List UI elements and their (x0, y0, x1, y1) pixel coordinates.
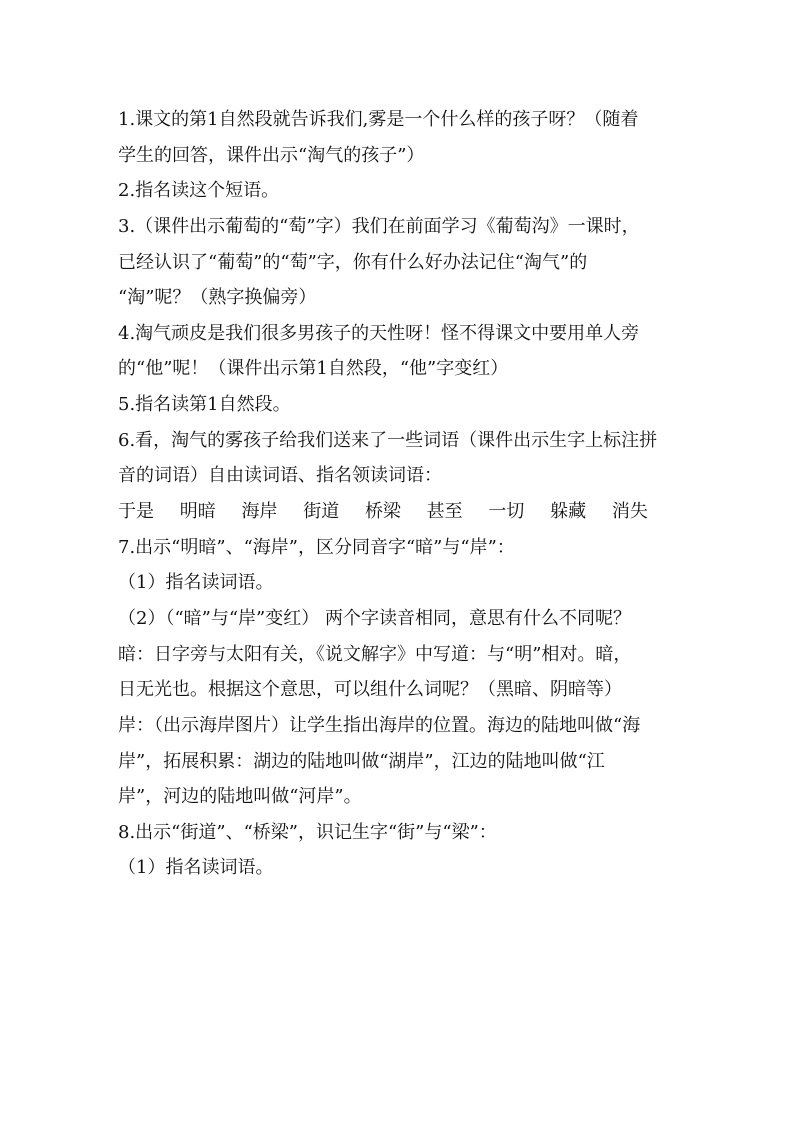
word-item: 一切 (488, 501, 525, 523)
paragraph-line: 学生的回答，课件出示“淘气的孩子”） (118, 144, 425, 166)
paragraph-line: 的“他”呢！（课件出示第1自然段，“他”字变红） (118, 358, 509, 380)
paragraph-line: 岸”，河边的陆地叫做“河岸”。 (118, 786, 362, 808)
paragraph-line: 8.出示“街道”、“桥梁”，识记生字“街”与“梁”： (118, 821, 497, 843)
document-body (118, 102, 678, 886)
word-item: 躲藏 (550, 501, 587, 523)
paragraph-line: 4.淘气顽皮是我们很多男孩子的天性呀！怪不得课文中要用单人旁 (118, 322, 640, 344)
word-item: 消失 (611, 501, 648, 523)
paragraph-line: 6.看，淘气的雾孩子给我们送来了一些词语（课件出示生字上标注拼 (118, 429, 658, 451)
paragraph-line: （1）指名读词语。 (118, 857, 274, 879)
paragraph-line: 5.指名读第1自然段。 (118, 394, 291, 416)
paragraph-line: 2.指名读这个短语。 (118, 180, 280, 202)
paragraph-line: “淘”呢？（熟字换偏旁） (118, 287, 317, 309)
word-item: 桥梁 (364, 501, 401, 523)
paragraph-line: 3.（课件出示葡萄的“萄”字）我们在前面学习《葡萄沟》一课时， (118, 215, 640, 237)
paragraph-line: 音的词语）自由读词语、指名领读词语： (118, 465, 442, 487)
word-item: 海岸 (241, 501, 278, 523)
paragraph-line: 日无光也。根据这个意思，可以组什么词呢？（黑暗、阴暗等） (118, 679, 622, 701)
word-item: 甚至 (426, 501, 463, 523)
paragraph-line: 岸：（出示海岸图片）让学生指出海岸的位置。海边的陆地叫做“海 (118, 714, 641, 736)
word-item: 于是 (118, 501, 154, 523)
word-item: 明暗 (179, 501, 216, 523)
paragraph-line: 1.课文的第1自然段就告诉我们,雾是一个什么样的孩子呀？（随着 (118, 109, 639, 130)
paragraph-line: （1）指名读词语。 (118, 572, 274, 594)
word-list (118, 494, 678, 530)
paragraph-line: 7.出示“明暗”、“海岸”，区分同音字“暗”与“岸”： (118, 536, 515, 558)
word-item: 街道 (303, 501, 340, 523)
paragraph-line: 已经认识了“葡萄”的“萄”字，你有什么好办法记住“淘气”的 (118, 251, 588, 273)
paragraph-line: 岸”，拓展积累：湖边的陆地叫做“湖岸”，江边的陆地叫做“江 (118, 750, 605, 772)
paragraph-line: 暗：日字旁与太阳有关，《说文解字》中写道：与“明”相对。暗， (118, 643, 632, 665)
paragraph-line: （2）（“暗”与“岸”变红） 两个字读音相同，意思有什么不同呢？ (118, 607, 631, 629)
